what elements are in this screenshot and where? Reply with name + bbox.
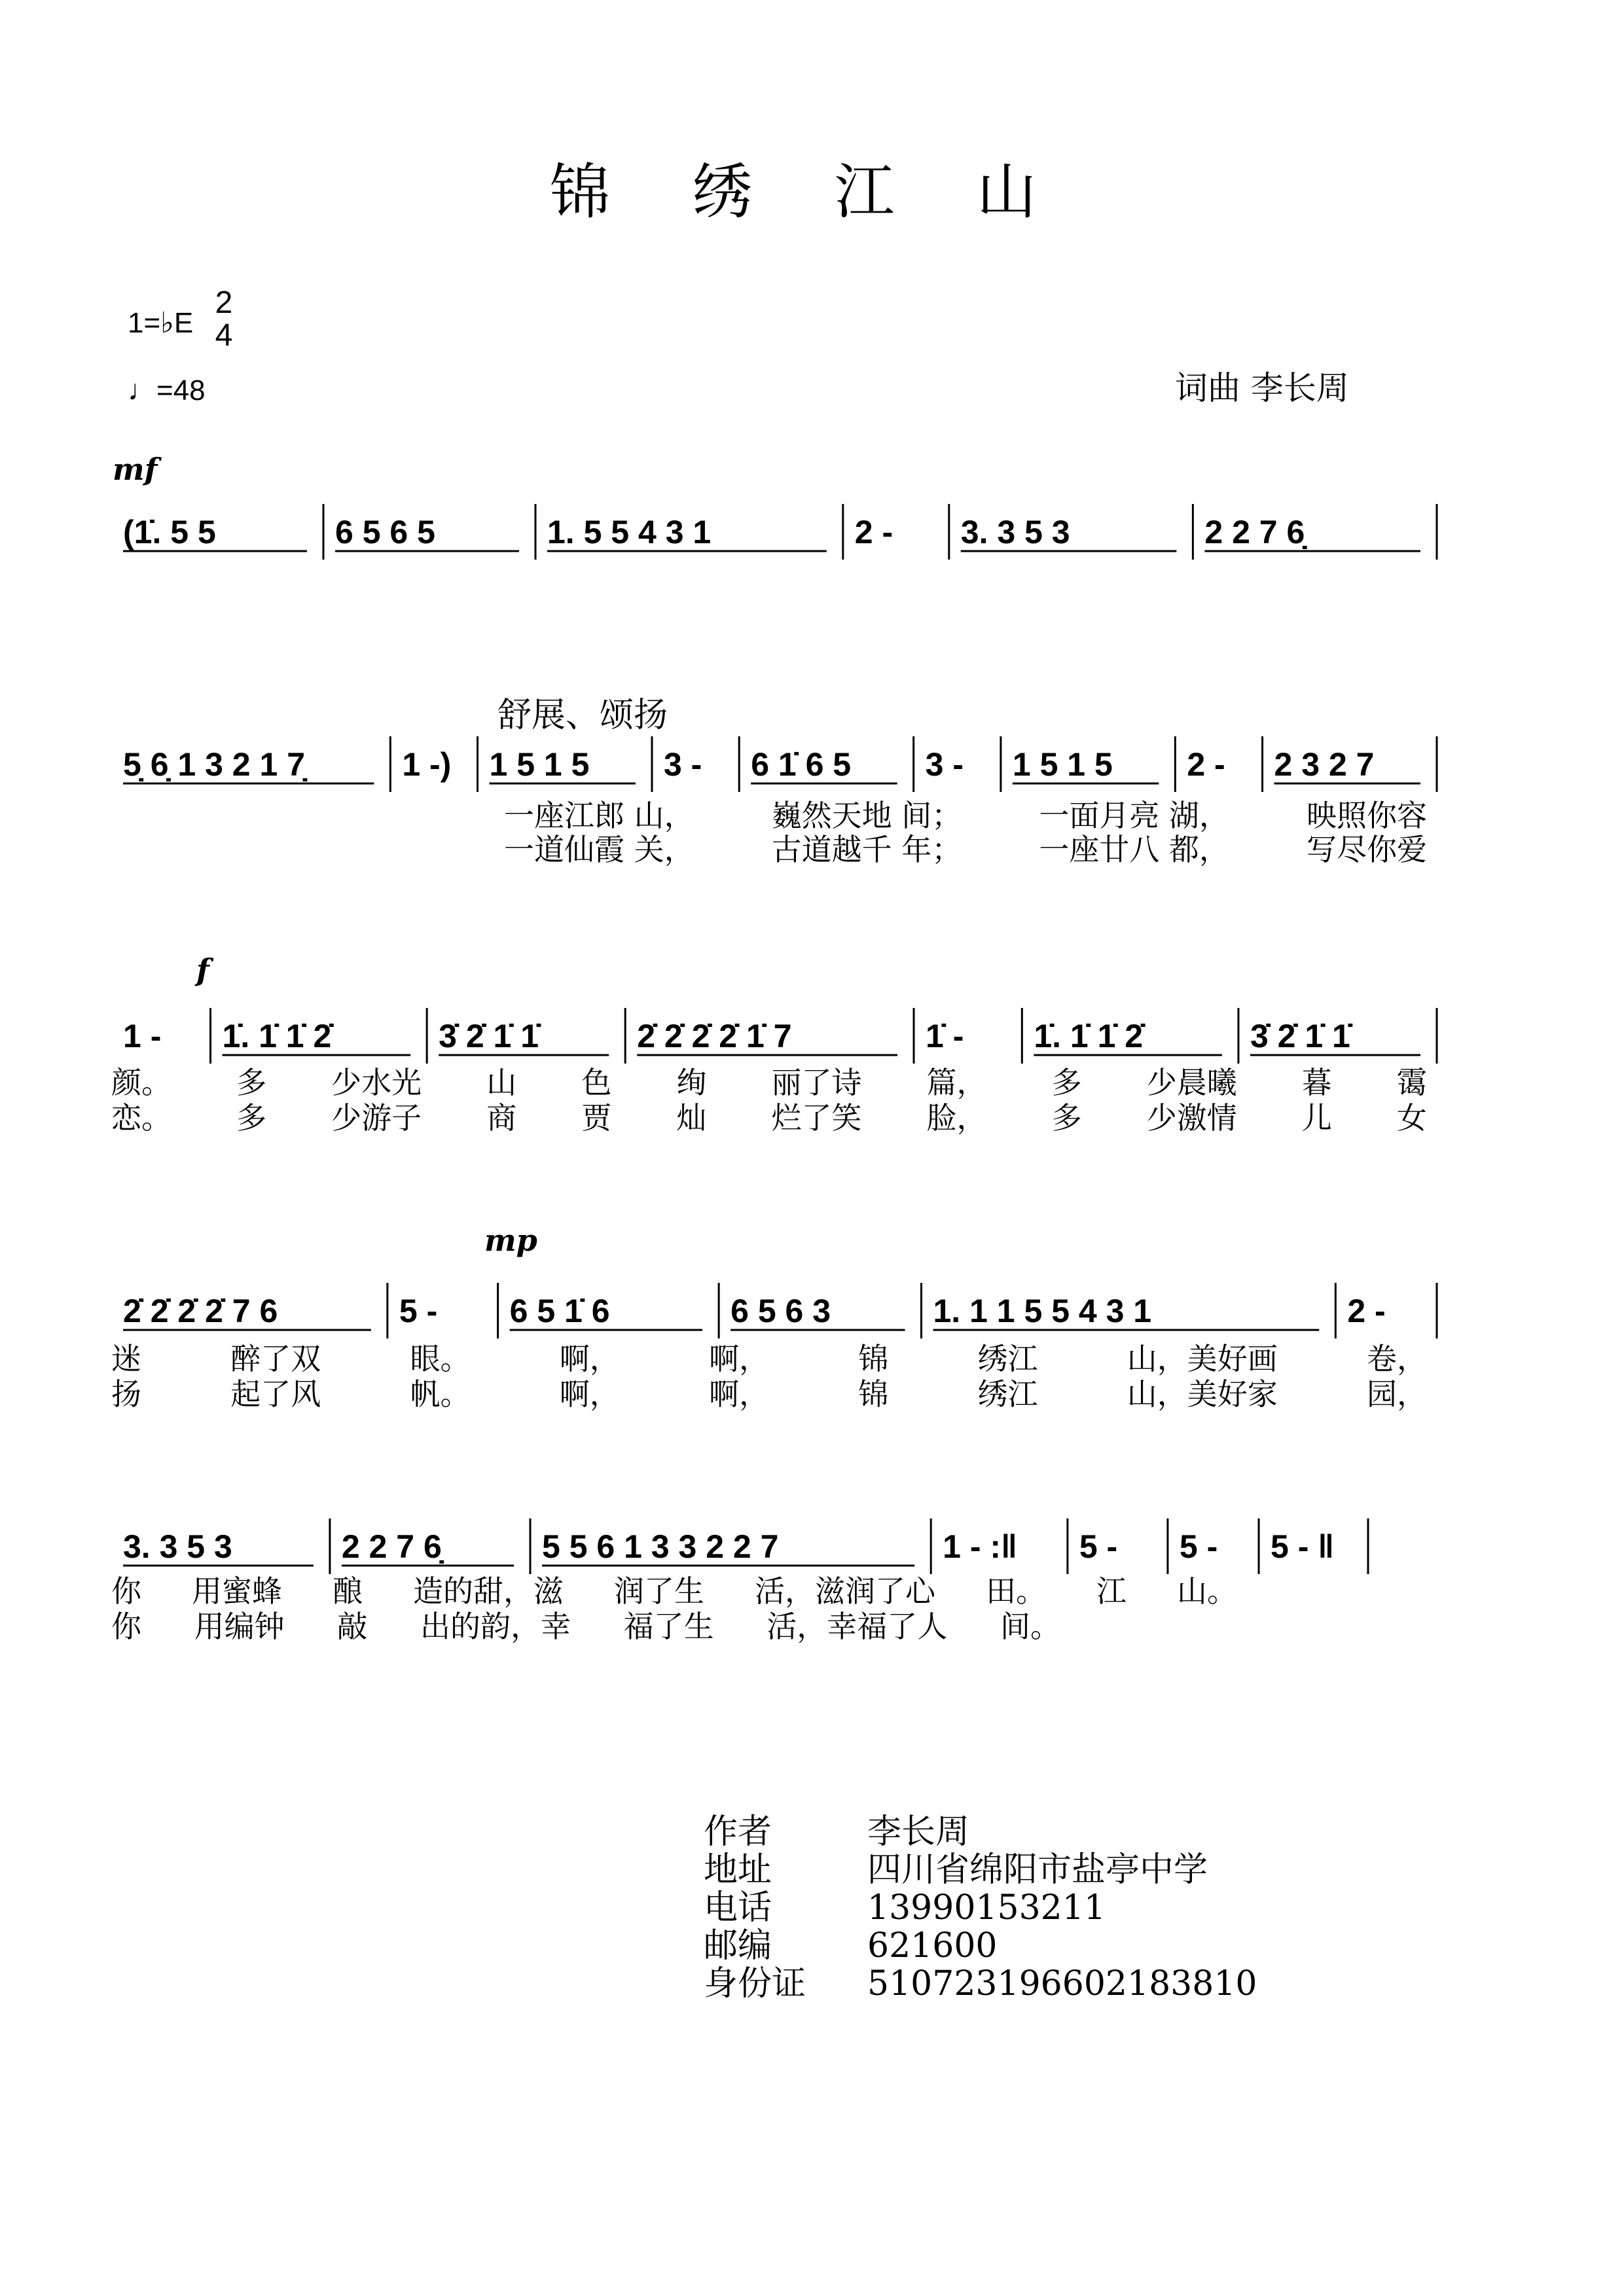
measure-notes: 1 - :‖ — [943, 1528, 1017, 1565]
lyric-word: 少水光 — [331, 1065, 422, 1100]
measure-notes: 2 2 7 6̣ — [1204, 514, 1305, 550]
key-signature: 1=♭E — [128, 307, 194, 339]
info-value: 四川省绵阳市盐亭中学 — [867, 1850, 1208, 1890]
lyric-word: 灿 — [676, 1100, 707, 1136]
measure-notes: 1̇. 1̇ 1̇ 2̇ — [222, 1018, 332, 1054]
measure-notes: 1 5 1 5 — [489, 746, 590, 783]
lyric-word: 锦 — [858, 1376, 889, 1412]
info-value: 13990153211 — [867, 1888, 1106, 1928]
lyric-word: 篇， — [926, 1065, 987, 1100]
lyric-word: 锦 — [858, 1341, 889, 1376]
lyric-word: 卷， — [1367, 1341, 1427, 1376]
lyrics-system2-verse2 — [504, 826, 1427, 869]
lyric-word: 你 — [111, 1573, 141, 1609]
lyric-word: 多 — [236, 1065, 267, 1100]
measure-notes: 2 3 2 7 — [1274, 746, 1375, 783]
lyric-word: 扬 — [111, 1376, 141, 1412]
lyric-word: 出的韵，幸 — [420, 1609, 571, 1644]
lyric-word: 女 — [1396, 1100, 1427, 1136]
measure-notes: 2̇ 2̇ 2̇ 2̇ 1̇ 7 — [637, 1018, 792, 1054]
lyric-word: 活，滋润了心 — [755, 1573, 935, 1609]
measure-notes: 3. 3 5 3 — [123, 1528, 232, 1565]
info-value: 621600 — [867, 1926, 998, 1965]
lyric-word: 多 — [1051, 1065, 1082, 1100]
measure-notes: 2̇ 2̇ 2̇ 2̇ 7 6 — [123, 1293, 278, 1329]
notation-system — [0, 730, 1624, 802]
lyric-word: 巍然天地 间； — [771, 798, 962, 833]
measure-notes: 1 5 1 5 — [1012, 746, 1113, 783]
author-info — [704, 1813, 1257, 2003]
lyric-word: 少游子 — [331, 1100, 422, 1136]
measure-notes: 6 1̇ 6 5 — [751, 746, 852, 783]
notation-system — [0, 497, 1624, 569]
info-row-postcode — [704, 1927, 1257, 1965]
measure-notes: 6 5 1̇ 6 — [509, 1293, 610, 1329]
lyric-word: 霭 — [1396, 1065, 1427, 1100]
lyric-word: 醉了双 — [230, 1341, 321, 1376]
measure-notes: 3. 3 5 3 — [960, 514, 1070, 550]
lyric-word: 园， — [1367, 1376, 1427, 1412]
info-label: 作者 — [704, 1812, 772, 1852]
lyric-word: 润了生 — [614, 1573, 704, 1609]
tempo-marking: ♩=48 — [128, 374, 206, 406]
measure-notes: 1 -) — [402, 746, 452, 783]
lyric-word: 山 — [486, 1065, 517, 1100]
lyric-word: 脸， — [926, 1100, 987, 1136]
lyric-word: 造的甜，滋 — [413, 1573, 564, 1609]
lyric-word: 写尽你爱 — [1306, 832, 1427, 867]
lyric-word: 绚 — [676, 1065, 707, 1100]
lyric-word: 少晨曦 — [1146, 1065, 1237, 1100]
lyric-word: 商 — [486, 1100, 517, 1136]
dynamic-f: f — [196, 952, 209, 988]
lyric-word: 色 — [581, 1065, 612, 1100]
measure-notes: 3 - — [925, 746, 964, 783]
lyrics-system3-verse2 — [111, 1094, 1427, 1138]
measure-notes: (1̇. 5 5 — [123, 514, 216, 550]
measure-notes: 2 2 7 6̣ — [341, 1528, 442, 1565]
info-value: 李长周 — [867, 1812, 970, 1852]
lyric-word: 啊， — [709, 1376, 769, 1412]
lyrics-system5-verse2 — [111, 1603, 1060, 1646]
lyric-word: 丽了诗 — [771, 1065, 862, 1100]
dynamic-mp: mp — [484, 1223, 537, 1258]
measure-notes: 6 5 6 5 — [335, 514, 435, 550]
dynamic-mf: mf — [113, 452, 158, 487]
lyric-word: 颜。 — [111, 1065, 171, 1100]
info-value: 510723196602183810 — [867, 1964, 1257, 2003]
lyric-word: 眼。 — [410, 1341, 471, 1376]
lyric-word: 绣江 — [977, 1341, 1038, 1376]
measure-notes: 5 - ‖ — [1271, 1528, 1335, 1565]
lyric-word: 你 — [111, 1609, 141, 1644]
lyric-word: 山，美好家 — [1127, 1376, 1278, 1412]
lyric-word: 啊， — [709, 1341, 769, 1376]
lyric-word: 一座江郎 山， — [504, 798, 695, 833]
lyric-word: 古道越千 年； — [771, 832, 962, 867]
measure-notes: 3̇ 2̇ 1̇ 1̇ — [439, 1018, 539, 1054]
lyric-word: 烂了笑 — [771, 1100, 862, 1136]
time-signature-top: 2 — [215, 285, 233, 320]
lyric-word: 儿 — [1301, 1100, 1332, 1136]
measure-notes: 1̇. 1̇ 1̇ 2̇ — [1034, 1018, 1144, 1054]
lyric-word: 少激情 — [1146, 1100, 1237, 1136]
info-label: 地址 — [704, 1850, 772, 1890]
composer-credit: 词曲 李长周 — [1175, 369, 1349, 407]
measure-notes: 5 - — [1079, 1528, 1118, 1565]
song-title: 锦 绣 江 山 — [550, 157, 1068, 227]
lyric-word: 恋。 — [111, 1100, 171, 1136]
lyric-word: 山。 — [1177, 1573, 1237, 1609]
lyric-word: 暮 — [1301, 1065, 1332, 1100]
notation-svg — [0, 730, 1624, 802]
lyric-word: 江 — [1096, 1573, 1127, 1609]
measure-notes: 5 5 6 1 3 3 2 2 7 — [542, 1528, 779, 1565]
measure-notes: 5 - — [399, 1293, 438, 1329]
lyric-word: 用蜜蜂 — [192, 1573, 282, 1609]
lyric-word: 用编钟 — [194, 1609, 285, 1644]
measure-notes: 1̇ - — [926, 1018, 964, 1054]
lyric-word: 福了生 — [623, 1609, 714, 1644]
info-label: 身份证 — [704, 1964, 806, 2003]
lyric-word: 起了风 — [230, 1376, 321, 1412]
measure-notes: 5 - — [1179, 1528, 1218, 1565]
lyric-word: 一道仙霞 关， — [504, 832, 695, 867]
lyric-word: 贾 — [581, 1100, 612, 1136]
time-signature — [211, 287, 237, 352]
lyric-word: 酿 — [333, 1573, 363, 1609]
time-signature-bottom: 4 — [215, 318, 233, 353]
lyric-word: 啊， — [559, 1341, 620, 1376]
lyric-word: 间。 — [1000, 1609, 1060, 1644]
info-row-id — [704, 1965, 1257, 2003]
info-row-author — [704, 1813, 1257, 1851]
lyric-word: 田。 — [986, 1573, 1046, 1609]
lyric-word: 绣江 — [977, 1376, 1038, 1412]
expression-marking: 舒展、颂扬 — [497, 696, 668, 735]
lyric-word: 一座廿八 都， — [1039, 832, 1229, 867]
measure-notes: 3̇ 2̇ 1̇ 1̇ — [1250, 1018, 1350, 1054]
info-row-address — [704, 1851, 1257, 1889]
lyric-word: 多 — [236, 1100, 267, 1136]
measure-notes: 6 5 6 3 — [731, 1293, 831, 1329]
lyric-word: 映照你容 — [1306, 798, 1427, 833]
measure-notes: 5̣ 6̣ 1 3 2 1 7̣ — [123, 746, 306, 783]
info-row-phone — [704, 1889, 1257, 1927]
info-label: 电话 — [704, 1888, 772, 1928]
measure-notes: 1. 5 5 4 3 1 — [547, 514, 712, 550]
notation-svg — [0, 497, 1624, 569]
measure-notes: 2 - — [1187, 746, 1225, 783]
lyrics-system4-verse2 — [111, 1371, 1427, 1414]
measure-notes: 3 - — [663, 746, 702, 783]
info-label: 邮编 — [704, 1926, 772, 1965]
lyric-word: 敲 — [337, 1609, 368, 1644]
lyric-word: 迷 — [111, 1341, 141, 1376]
lyric-word: 一面月亮 湖， — [1039, 798, 1229, 833]
lyric-word: 山，美好画 — [1127, 1341, 1278, 1376]
measure-notes: 1. 1 1 5 5 4 3 1 — [933, 1293, 1152, 1329]
lyric-word: 多 — [1051, 1100, 1082, 1136]
measure-notes: 2 - — [1347, 1293, 1386, 1329]
measure-notes: 2 - — [854, 514, 893, 550]
measure-notes: 1 - — [123, 1018, 162, 1054]
lyric-word: 帆。 — [410, 1376, 471, 1412]
lyric-word: 活，幸福了人 — [767, 1609, 948, 1644]
lyric-word: 啊， — [559, 1376, 620, 1412]
